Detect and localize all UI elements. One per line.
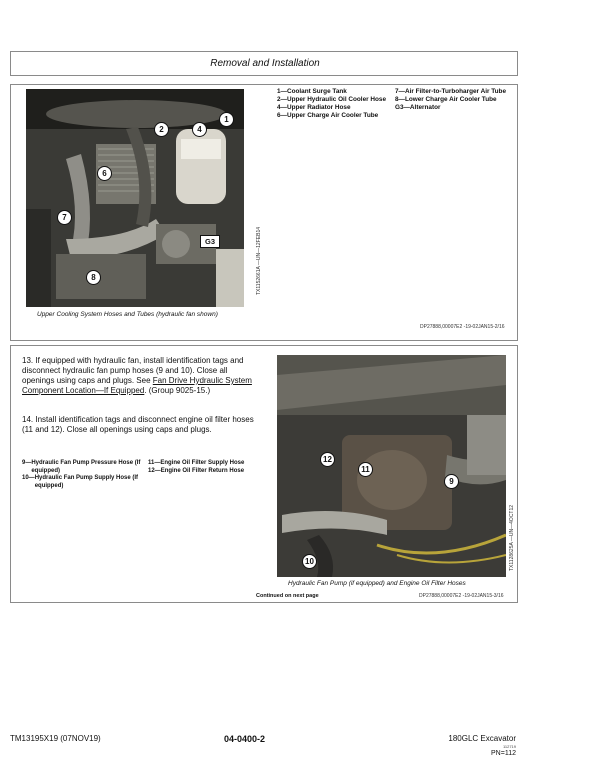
- figure1-caption: Upper Cooling System Hoses and Tubes (hydraulic fan shown): [37, 311, 218, 318]
- fan-pump-photo: [277, 355, 506, 577]
- figure2-ref: DP27888,00007E2 -19-02JAN15-3/16: [419, 593, 504, 599]
- step-13: 13. If equipped with hydraulic fan, install identification tags and disconnect hydraulic fan pump hoses (9 and 10). Close all openings using caps and plugs. See Fan Drive Hydraulic System Component Location—If Equipped. (Group 9025-15.): [22, 356, 252, 395]
- figure2-legend-right: 11— Engine Oil Filter Supply Hose 12— Engine Oil Filter Return Hose: [148, 460, 245, 474]
- callout-9: 9: [444, 474, 459, 489]
- footer-page-number: 04-0400-2: [224, 734, 266, 744]
- callout-10: 10: [302, 554, 317, 569]
- figure1-legend-right: 7— Air Filter-to-Turboharger Air Tube 8— Lower Charge Air Cooler Tube G3— Alternator: [395, 88, 507, 111]
- figure-panel-1: [10, 84, 518, 341]
- step-14: 14. Install identification tags and disconnect engine oil filter hoses (11 and 12). Close all openings using caps and plugs.: [22, 415, 254, 434]
- figure2-legend-left: 9— Hydraulic Fan Pump Pressure Hose (If equipped) 10— Hydraulic Fan Pump Supply Hose (If equipped): [22, 460, 141, 489]
- continued-note: Continued on next page: [256, 593, 319, 599]
- footer-small-code: 112719: [502, 744, 516, 749]
- footer-model: 180GLC Excavator: [448, 734, 516, 743]
- callout-g3: G3: [200, 235, 220, 248]
- callout-4: 4: [192, 122, 207, 137]
- callout-8: 8: [86, 270, 101, 285]
- figure-panel-2: [10, 345, 518, 603]
- callout-12: 12: [320, 452, 335, 467]
- callout-11: 11: [358, 462, 373, 477]
- fan-drive-link[interactable]: Fan Drive Hydraulic System Component Location—If Equipped: [22, 376, 252, 395]
- figure1-legend-left: 1— Coolant Surge Tank 2— Upper Hydraulic Oil Cooler Hose 4— Upper Radiator Hose 6— Upper Charge Air Cooler Tube: [277, 88, 387, 119]
- figure1-ref: DP27888,00007E2 -19-02JAN15-2/16: [420, 324, 505, 330]
- footer-pn: PN=112: [491, 750, 516, 757]
- section-title: Removal and Installation: [210, 58, 320, 69]
- footer-doc-id: TM13195X19 (07NOV19): [10, 734, 101, 743]
- callout-2: 2: [154, 122, 169, 137]
- section-header: [10, 51, 518, 76]
- figure2-caption: Hydraulic Fan Pump (if equipped) and Engine Oil Filter Hoses: [288, 580, 466, 587]
- callout-6: 6: [97, 166, 112, 181]
- figure1-side-code: TX1152661A —UN—12FEB14: [256, 226, 262, 295]
- fan-pump-illustration: [277, 355, 506, 577]
- cooling-system-illustration: [26, 89, 244, 307]
- figure2-side-code: TX1128625A —UN—4OCT12: [509, 504, 515, 571]
- cooling-system-photo: [26, 89, 244, 307]
- callout-1: 1: [219, 112, 234, 127]
- callout-7: 7: [57, 210, 72, 225]
